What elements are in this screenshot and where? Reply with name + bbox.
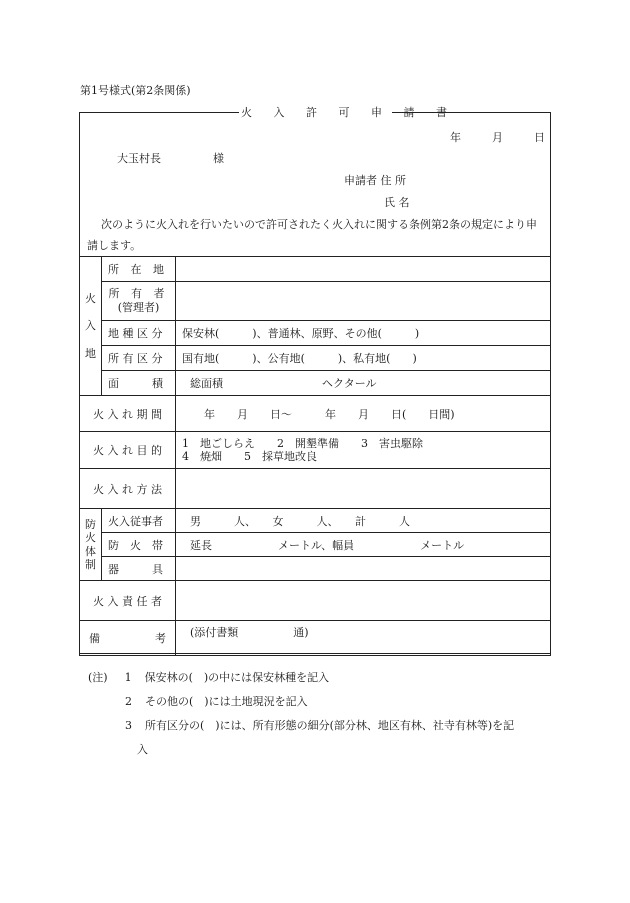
day-label: 日 — [534, 131, 545, 144]
note-item — [88, 666, 558, 690]
area-value[interactable]: 総面積 ヘクタール — [176, 371, 551, 396]
request-statement: 次のように火入れを行いたいので許可されたく火入れに関する条例第2条の規定により申請します。 — [87, 218, 537, 252]
purpose-options-line-1: 1 地ごしらえ 2 開墾準備 3 害虫駆除 — [182, 437, 423, 450]
responsible-label: 火 入 責 任 者 — [80, 581, 176, 621]
area-label: 面 積 — [102, 371, 176, 396]
note-text: その他の( )には土地現況を記入 — [145, 695, 308, 708]
applicant-name-label: 氏 名 — [384, 196, 410, 209]
land-group-char: 入 — [85, 319, 96, 333]
fire-group-char: 体 — [85, 544, 96, 558]
purpose-options-line-2: 4 焼畑 5 採草地改良 — [182, 450, 317, 463]
ownership-type-label: 所 有 区 分 — [102, 346, 176, 371]
notes-section — [88, 666, 558, 762]
period-label: 火 入 れ 期 間 — [80, 396, 176, 432]
month-label: 月 — [492, 131, 503, 144]
form-title: 火 入 許 可 申 請 書 — [241, 106, 456, 119]
remarks-label: 備 考 — [80, 621, 176, 656]
responsible-value[interactable] — [176, 581, 551, 621]
year-label: 年 — [450, 131, 461, 144]
addressee — [117, 150, 224, 166]
land-group-label — [80, 257, 102, 396]
location-label: 所 在 地 — [102, 257, 176, 282]
workers-label: 火入従事者 — [102, 509, 176, 533]
equipment-value[interactable] — [176, 557, 551, 581]
owner-label: 所 有 者 (管理者) — [102, 282, 176, 321]
fire-group-char: 防 — [85, 518, 96, 532]
period-value[interactable]: 年 月 日〜 年 月 日( 日間) — [176, 396, 551, 432]
note-item-continuation — [88, 738, 558, 762]
purpose-label: 火 入 れ 目 的 — [80, 432, 176, 469]
fire-group-char: 火 — [85, 531, 96, 545]
note-number: 2 — [125, 695, 132, 708]
land-group-char: 地 — [85, 346, 96, 360]
addressee-name: 大玉村長 — [117, 152, 161, 165]
land-group-char: 火 — [85, 292, 96, 306]
note-text: 保安林の( )の中には保安林種を記入 — [144, 671, 330, 684]
fire-group-char: 制 — [85, 557, 96, 571]
equipment-label: 器 具 — [102, 557, 176, 581]
remarks-value[interactable]: (添付書類 通) — [176, 621, 551, 656]
note-number: 1 — [124, 671, 132, 684]
land-type-value[interactable]: 保安林( )、普通林、原野、その他( ) — [176, 321, 551, 346]
method-label: 火 入 れ 方 法 — [80, 469, 176, 509]
fire-prevention-group-label — [80, 509, 102, 581]
form-number-label: 第1号様式(第2条関係) — [80, 84, 191, 97]
ownership-type-value[interactable]: 国有地( )、公有地( )、私有地( ) — [176, 346, 551, 371]
note-text-continuation: 入 — [137, 743, 148, 756]
date-line — [450, 129, 545, 145]
notes-label: (注) — [88, 671, 108, 684]
note-item — [88, 714, 558, 738]
addressee-honorific: 様 — [213, 152, 224, 165]
applicant-address-label: 申請者 住 所 — [344, 174, 406, 187]
method-value[interactable] — [176, 469, 551, 509]
owner-value[interactable] — [176, 282, 551, 321]
note-number: 3 — [125, 719, 132, 732]
location-value[interactable] — [176, 257, 551, 282]
application-table — [79, 256, 551, 656]
firebreak-value[interactable]: 延長 メートル、幅員 メートル — [176, 533, 551, 557]
firebreak-label: 防 火 帯 — [102, 533, 176, 557]
note-text: 所有区分の( )には、所有形態の細分(部分林、地区有林、社寺有林等)を記 — [145, 719, 515, 732]
purpose-value[interactable] — [176, 432, 551, 469]
note-item — [88, 690, 558, 714]
workers-value[interactable]: 男 人、 女 人、 計 人 — [176, 509, 551, 533]
land-type-label: 地 種 区 分 — [102, 321, 176, 346]
